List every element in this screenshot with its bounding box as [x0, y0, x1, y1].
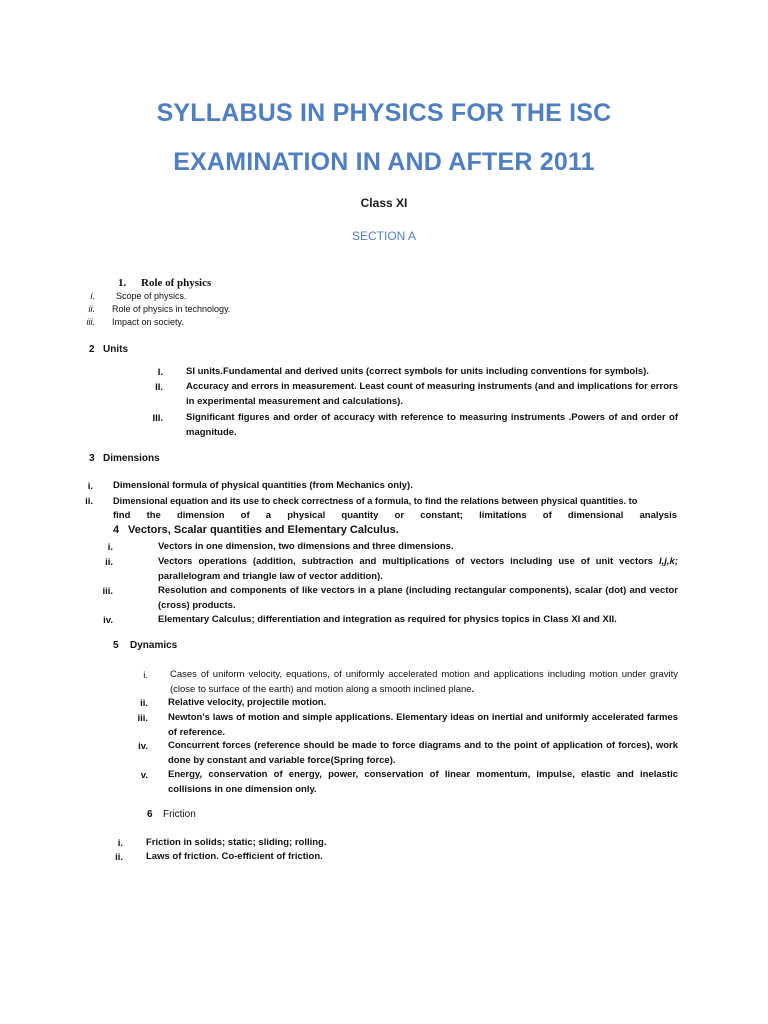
item-text: SI units.Fundamental and derived units (correct symbols for units including conventions for symbols). [186, 366, 649, 377]
vector-symbols: l,j,k; [658, 556, 678, 567]
item-numeral: i. [143, 670, 148, 681]
item-numeral: iii. [86, 317, 95, 327]
item-numeral: i. [90, 291, 95, 301]
item-text [158, 555, 678, 584]
item-numeral: ii. [88, 304, 95, 314]
item-numeral: iii. [102, 586, 113, 597]
item-text: Scope of physics. [116, 291, 187, 301]
topic-number: 3 [89, 453, 95, 464]
item-text: Impact on society. [112, 317, 184, 327]
item-text: Vectors in one dimension, two dimensions and three dimensions. [158, 541, 454, 552]
item-text: Relative velocity, projectile motion. [168, 697, 327, 708]
topic-number: 2 [89, 344, 95, 355]
item-text: Energy, conservation of energy, power, conservation of linear momentum, impulse, elastic and inelastic collisions in one dimension only. [168, 769, 678, 795]
item-text: Newton’s laws of motion and simple applications. Elementary ideas on inertial and uniformly accelerated farmes of reference. [168, 712, 678, 738]
topic-heading: Dynamics [130, 640, 178, 651]
class-label: Class XI [360, 196, 408, 210]
item-text: Role of physics in technology. [112, 304, 231, 314]
page-title-line-1: SYLLABUS IN PHYSICS FOR THE ISC [156, 99, 612, 127]
item-numeral: ii. [140, 698, 148, 709]
item-text: Friction in solids; static; sliding; rolling. [146, 837, 327, 848]
item-text-part: parallelogram and triangle law of vector addition). [158, 570, 383, 582]
item-numeral: i. [117, 838, 123, 849]
topic-heading: Friction [163, 809, 196, 820]
item-text: Elementary Calculus; differentiation and integration as required for physics topics in Class XI and XII. [158, 614, 617, 625]
item-numeral: III. [152, 413, 163, 424]
topic-heading: Dimensions [103, 453, 160, 464]
topic-heading: Vectors, Scalar quantities and Elementary Calculus. [128, 524, 399, 536]
topic-heading: Role of physics [141, 277, 212, 289]
item-numeral: ii. [115, 852, 123, 863]
item-text: Resolution and components of like vectors in a plane (including rectangular components), scalar (dot) and vector (cross) products. [158, 585, 678, 611]
item-text: Laws of friction. Co-efficient of friction. [146, 851, 323, 862]
section-label: SECTION A [351, 229, 416, 243]
item-numeral: iv. [103, 615, 113, 626]
item-numeral: i. [107, 542, 113, 553]
item-text [170, 668, 678, 697]
item-text-line-1: Dimensional equation and its use to check correctness of a formula, to find the relations between physical quantities. to [113, 496, 638, 506]
topic-number: 1. [118, 277, 127, 289]
item-numeral: i. [87, 481, 93, 492]
topic-number: 6 [147, 809, 153, 820]
item-numeral: ii. [85, 496, 93, 507]
item-text: Concurrent forces (reference should be made to force diagrams and to the point of application of forces), work done by constant and variable force(Spring force). [168, 740, 678, 766]
topic-number: 4 [113, 524, 120, 536]
item-numeral: iii. [137, 713, 148, 724]
topic-number: 5 [113, 640, 119, 651]
topic-heading: Units [103, 344, 128, 355]
item-numeral: iv. [138, 741, 148, 752]
item-text: Significant figures and order of accuracy with reference to measuring instruments .Powers of and order of magnitude. [186, 412, 678, 438]
item-text: Accuracy and errors in measurement. Least count of measuring instruments (and and implications for errors in experimental measurement and calculations). [186, 381, 678, 407]
item-text: Dimensional formula of physical quantities (from Mechanics only). [113, 480, 413, 491]
item-text-line-2: find the dimension of a physical quantity or constant; limitations of dimensional analysis [113, 510, 677, 521]
item-text-part: Vectors operations (addition, subtraction and multiplications of vectors including use of unit vectors [158, 556, 659, 567]
item-numeral: I. [157, 367, 163, 378]
item-numeral: II. [155, 382, 163, 393]
item-text-part: Cases of uniform velocity, equations, of uniformly accelerated motion and applications including motion under gravity (close to surface of the earth) and motion along a smooth inclined plane [170, 669, 678, 695]
page-title-line-2: EXAMINATION IN AND AFTER 2011 [173, 148, 595, 176]
item-text-part: . [471, 683, 475, 695]
item-numeral: ii. [105, 557, 113, 568]
item-numeral: v. [140, 770, 148, 781]
